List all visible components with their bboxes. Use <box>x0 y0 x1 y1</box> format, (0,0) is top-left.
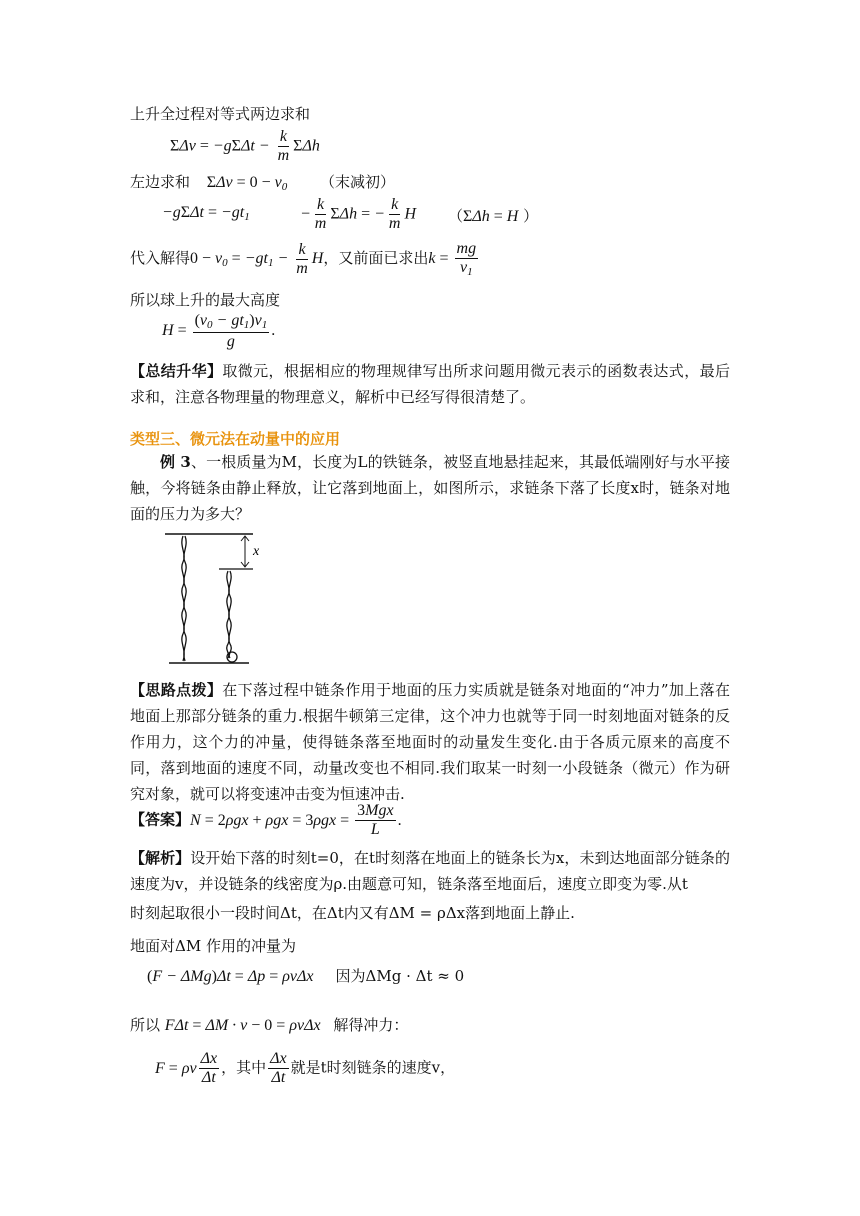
analysis-tag: 【解析】 <box>130 849 191 867</box>
final-line: F = ρv $\frac{\Delta x}{\Delta t}$ ，其中 $\frac{\Delta x}{\Delta t}$ 就是t时刻链条的速度v， <box>155 1050 456 1087</box>
answer-line: 【答案】N = 2ρgx + ρgx = 3ρgx = $\frac{\text{3Mgx}}{L}$ . <box>130 802 402 839</box>
equation-max-height: H = $\frac{(v_0 - gt_1)v_1}{g}$ . <box>162 312 276 350</box>
figure-label-x: x <box>253 544 260 559</box>
final-tail: 就是t时刻链条的速度v， <box>290 1058 456 1077</box>
falling-chain-right <box>227 571 237 662</box>
so-label: 所以 <box>130 1016 161 1034</box>
summary-text: 取微元，根据相应的物理规律写出所求问题用微元表示的函数表达式，最后求和，注意各物理量的物理意义，解析中已经写得很清楚了。 <box>130 362 730 406</box>
analysis-paragraph <box>130 845 730 897</box>
substitute-mid: ，又前面已求出 <box>323 249 429 268</box>
section-heading: 类型三、微元法在动量中的应用 <box>130 430 341 448</box>
hint-paragraph <box>130 677 730 807</box>
so-line: 所以 FΔt = ΔM · v − 0 = ρvΔx 解得冲力： <box>130 1016 409 1034</box>
left-sum-line: 左边求和 $\Sigma\Delta v = 0 - v_0$ （末减初） <box>130 173 396 193</box>
hint-text: 在下落过程中链条作用于地面的压力实质就是链条对地面的“冲力”加上落在地面上那部分链条的重力.根据牛顿第三定律，这个冲力也就等于同一时刻地面对链条的反作用力，这个力的冲量，使得链条落至地面时的动量发生变化.由于各质元原来的高度不同，落到地面的速度不同，动量改变也不相同.我们取某一时刻一小段链条（微元）作为研究对象，就可以将变速冲击变为恒速冲击. <box>130 681 730 803</box>
equation-sum: ΣΔv = −gΣΔt − $\frac{k}{m}$ ΣΔh <box>170 128 320 165</box>
final-mid: ，其中 <box>221 1058 267 1077</box>
equation-resistance-sum: − $\frac{k}{m}$ ΣΔh = − $\frac{k}{m}$ H <box>300 196 417 233</box>
summary-tag: 【总结升华】 <box>130 362 223 380</box>
impulse-note: 因为ΔMg · Δt ≈ 0 <box>335 967 465 985</box>
example-text: 、一根质量为M，长度为L的铁链条，被竖直地悬挂起来，其最低端刚好与水平接触，今将链条由静止释放，让它落到地面上，如图所示，求链条下落了长度x时，链条对地面的压力为多大？ <box>130 453 730 523</box>
intro-line: 上升全过程对等式两边求和 <box>130 105 311 123</box>
hint-tag: 【思路点拨】 <box>130 681 223 699</box>
impulse-equation: (F − ΔMg)Δt = Δp = ρvΔx 因为ΔMg · Δt ≈ 0 <box>147 967 465 985</box>
dimension-arrow <box>241 536 249 567</box>
example-label: 例 3 <box>160 453 191 471</box>
left-sum-label: 左边求和 <box>130 173 191 191</box>
analysis-text-2: 时刻起取很小一段时间Δt，在Δt内又有ΔM = ρΔx落到地面上静止. <box>130 904 575 922</box>
so-tail: 解得冲力： <box>333 1016 409 1034</box>
equation-height-note: （ΣΔh = H ） <box>448 207 539 225</box>
equation-gravity-sum: $-g\Sigma\Delta t = -gt_1$ <box>162 204 250 223</box>
summary-paragraph <box>130 358 730 410</box>
example-paragraph <box>130 449 730 527</box>
answer-tag: 【答案】 <box>130 810 191 829</box>
substitute-label: 代入解得 <box>130 249 191 268</box>
hanging-chain-left <box>182 536 186 661</box>
analysis-text-1: 设开始下落的时刻t=0，在t时刻落在地面上的链条长为x，未到达地面部分链条的速度为v，并设链条的线密度为ρ.由题意可知，链条落至地面后，速度立即变为零.从t <box>130 849 730 893</box>
substitute-line: 代入解得$0 - v_0 = -gt_1$ − $\frac{k}{m}$ H，又前面已求出k = $\frac{mg}{v_1}$ <box>130 240 477 279</box>
impulse-label: 地面对ΔM 作用的冲量为 <box>130 937 296 955</box>
chain-figure <box>165 528 275 668</box>
left-sum-note: （末减初） <box>320 173 396 191</box>
max-height-label: 所以球上升的最大高度 <box>130 291 281 309</box>
